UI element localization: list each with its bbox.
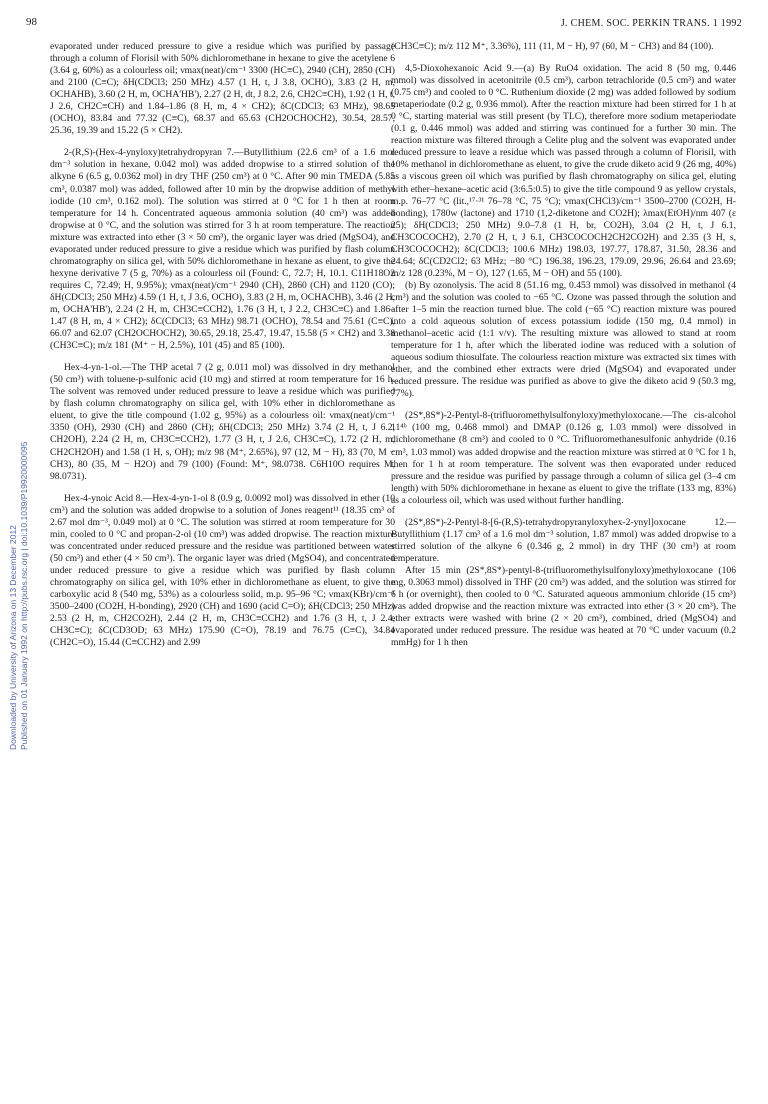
page-number: 98: [26, 16, 37, 28]
paragraph-oxocane-12: (2S*,8S*)-2-Pentyl-8-[6-(R,S)-tetrahydropyranyloxyhex-2-ynyl]oxocane 12.—Butyllithium (1.17 cm³ of a 1.6 mol dm⁻³ solution, 1.87 mmol) was added dropwise to a stirred solution of the alkyne 6 (0.346 g, 2 mmol) in dry THF (30 cm³) at room temperature.: [391, 516, 736, 564]
watermark-line-published: Published on 01 January 1992 on http://pubs.rsc.org | doi:10.1039/P19920000095: [19, 441, 29, 750]
paragraph-hexynyloxy-thp-7: 2-(R,S)-(Hex-4-ynyloxy)tetrahydropyran 7.—Butyllithium (22.6 cm³ of a 1.6 mol dm⁻³ solution in hexane, 0.042 mol) was added dropwise to a stirred solution of the alkyne 6 (6.5 g, 0.0362 mol) in dry THF (250 cm³) at 0 °C. After 90 min TMEDA (5.85 cm³, 0.0387 mol) was added, followed after 10 min by the dropwise addition of methyl iodide (10 cm³, 0.162 mol). The solution was stirred at 0 °C for 1 h then at room temperature for 14 h. Concentrated aqueous ammonia solution (40 cm³) was added dropwise at 0 °C, and the solution was stirred for 3 h at room temperature. The reaction mixture was extracted into ether (3 × 50 cm³), the organic layer was dried (MgSO4), and evaporated under reduced pressure to give a residue which was purified by flash column chromatography on silica gel, with 50% dichloromethane in hexane as eluent, to give the hexyne derivative 7 (5 g, 70%) as a colourless oil (Found: C, 72.7; H, 10.1. C11H18O2 requires C, 72.49; H, 9.95%); νmax(neat)/cm⁻¹ 2940 (CH), 2860 (CH) and 1120 (CO); δH(CDCl3; 250 MHz) 4.59 (1 H, t, J 3.6, OCHO), 3.83 (2 H, m, OCHACHB), 3.46 (2 H, m, OCHA'HB'), 2.24 (2 H, m, CH3C≡CCH2), 1.76 (3 H, t, J 2.2, CH3C≡C) and 1.86–1.47 (8 H, m, 4 × CH2); δC(CDCl3; 63 MHz) 98.71 (OCHO), 78.54 and 75.61 (C≡C), 66.07 and 62.07 (CH2OCHOCH2), 30.65, 29.18, 25.47, 19.47, 15.58 (5 × CH2) and 3.38 (CH3C≡C); m/z 181 (M⁺ − H, 2.5%), 101 (45) and 85 (100).: [50, 147, 395, 352]
running-head: J. CHEM. SOC. PERKIN TRANS. 1 1992: [560, 18, 742, 29]
left-column: [50, 41, 395, 649]
paragraph-acid-8-continued: (CH3C≡C); m/z 112 M⁺, 3.36%), 111 (11, M − H), 97 (60, M − CH3) and 84 (100).: [391, 41, 714, 52]
download-watermark: [2, 230, 29, 750]
paragraph-hex-4-ynoic-acid-8: Hex-4-ynoic Acid 8.—Hex-4-yn-1-ol 8 (0.9 g, 0.0092 mol) was dissolved in ether (10 cm³) and the solution was added dropwise to a solution of Jones reagent¹¹ (18.35 cm³ of 2.67 mol dm⁻³, 0.049 mol) at 0 °C. The solution was stirred at room temperature for 30 min, cooled to 0 °C and propan-2-ol (10 cm³) was added dropwise. The reaction mixture was concentrated under reduced pressure and the residue was partitioned between water (50 cm³) and ether (4 × 50 cm³). The organic layer was dried (MgSO4), and concentrated under reduced pressure to give a residue which was purified by flash column chromatography on silica gel, with 10% ether in dichloromethane as eluent, to give the carboxylic acid 8 (540 mg, 53%) as a colourless solid, m.p. 95–96 °C; νmax(KBr)/cm⁻¹ 3500–2400 (CO2H, H-bonding), 2920 (CH) and 1690 (acid C=O); δH(CDCl3; 250 MHz) 2.53 (2 H, m, CH2CO2H), 2.44 (2 H, m, CH3C≡CCH2) and 1.76 (3 H, t, J 2.4, CH3C≡C); δC(CD3OD; 63 MHz) 175.90 (C=O), 78.19 and 76.75 (C≡C), 34.84 (CH2C=O), 15.44 (C≡CCH2) and 2.99: [50, 492, 395, 649]
paragraph-acetylene-6: evaporated under reduced pressure to give a residue which was purified by passage through a column of Florisil with 50% dichloromethane in hexane to give the acetylene 6 (3.64 g, 60%) as a colourless oil; νmax(neat)/cm⁻¹ 3300 (HC≡C), 2940 (CH), 2850 (CH) and 2100 (C≡C); δH(CDCl3; 250 MHz) 4.57 (1 H, t, J 3.8, OCHO), 3.83 (2 H, m, OCHAHB), 3.60 (2 H, m, OCHA'HB'), 2.27 (2 H, dt, J 8.2, 2.6, CH2C≡CH), 1.92 (1 H, t, J 2.6, CH2C≡CH) and 1.84–1.86 (8 H, m, 4 × CH2); δC(CDCl3; 63 MHz), 98.65 (OCHO), 83.84 and 77.32 (C≡C), 68.37 and 65.63 (CH2OCHOCH2), 30.54, 28.57, 25.36, 19.39 and 15.22 (5 × CH2).: [50, 41, 395, 137]
paragraph-oxocane-12-procedure: After 15 min (2S*,8S*)-pentyl-8-(trifluoromethylsulfonyloxy)methyloxocane (106 mg, 0.3063 mmol) dissolved in THF (20 cm³) was added, and the solution was stirred for 6 h (or overnight), then cooled to 0 °C. Saturated aqueous ammonium chloride (15 cm³) was added dropwise and the reaction mixture was extracted into ether (3 × 20 cm³). The ether extracts were washed with brine (2 × 20 cm³), combined, dried (MgSO4) and evaporated under reduced pressure. The residue was heated at 70 °C under vacuum (0.2 mmHg) for 1 h then: [391, 564, 736, 649]
paragraph-ozonolysis: (b) By ozonolysis. The acid 8 (51.16 mg, 0.453 mmol) was dissolved in methanol (4 cm³) and the solution was cooled to −65 °C. Ozone was passed through the solution and after 1–5 min the reaction turned blue. The cold (−65 °C) reaction mixture was poured into a cold aqueous solution of excess potassium iodide (150 mg, 0.4 mmol) in methanol–acetic acid (1:1 v/v). The resulting mixture was allowed to stand at room temperature for 1 h, after which the liberated iodine was reduced with a solution of aqueous sodium thiosulfate. The colourless reaction mixture was extracted six times with ether, and the combined ether extracts were dried (MgSO4) and evaporated under reduced pressure. The residue was purified as above to give the diketo acid 9 (50.3 mg, 77%).: [391, 279, 736, 400]
paragraph-dioxohexanoic-acid-9: 4,5-Dioxohexanoic Acid 9.—(a) By RuO4 oxidation. The acid 8 (50 mg, 0.446 mmol) was dissolved in acetonitrile (0.5 cm³), carbon tetrachloride (0.5 cm³) and water (0.75 cm³) and cooled to 0 °C. Ruthenium dioxide (2 mg) was added followed by sodium metaperiodate (0.2 g, 0.936 mmol). After the reaction mixture had been stirred for 1 h at 0 °C, starting material was still present (by TLC), therefore more sodium metaperiodate (0.1 g, 0.446 mmol) was added and stirring was continued for a further 30 min. The reaction mixture was filtered through a Celite plug and the solvent was evaporated under reduced pressure to leave a residue which was passed through a column of Florisil, with 10% methanol in dichloromethane as eluent, to give the crude diketo acid 9 (26 mg, 40%) as a viscous green oil which was purified by flash chromatography on silica gel, eluting with ether–hexane–acetic acid (3:6.5:0.5) to give the title compound 9 as yellow crystals, m.p. 76–77 °C (lit.,¹⁷·³¹ 76–78 °C, 75 °C); νmax(CHCl3)/cm⁻¹ 3500–2700 (CO2H, H-bonding), 1780w (lactone) and 1710 (1,2-diketone and CO2H); λmax(EtOH)/nm 407 (ε 25); δH(CDCl3; 250 MHz) 9.0–7.8 (1 H, br, CO2H), 3.04 (2 H, t, J 6.1, CH3COCOCH2), 2.70 (2 H, t, J 6.1, CH3COCOCH2CH2CO2H) and 2.35 (3 H, s, CH3COCOCH2); δC(CDCl3; 100.6 MHz) 198.03, 197.77, 178.87, 31.50, 28.36 and 24.64; δC(CD2Cl2; 63 MHz; −80 °C) 196.38, 196.23, 179.09, 29.96, 26.64 and 23.69; m/z 128 (0.23%, M − O), 127 (1.65, M − OH) and 55 (100).: [391, 63, 737, 279]
watermark-line-downloaded: Downloaded by University of Arizona on 13 December 2012: [8, 525, 18, 750]
paragraph-hex-4-yn-1-ol: Hex-4-yn-1-ol.—The THP acetal 7 (2 g, 0.011 mol) was dissolved in dry methanol (50 cm³) with toluene-p-sulfonic acid (10 mg) and stirred at room temperature for 16 h. The solvent was removed under reduced pressure to leave a residue which was purified by flash column chromatography on silica gel, with 10% ether in dichloromethane as eluent, to give the title compound (1.02 g, 95%) as a colourless oil: νmax(neat)/cm⁻¹ 3350 (OH), 2930 (CH) and 2860 (CH); δH(CDCl3; 250 MHz) 3.74 (2 H, t, J 6.2, CH2OH), 2.24 (2 H, m, CH3C≡CCH2), 1.77 (3 H, t, J 2.6, CH3C≡C), 1.72 (2 H, m, CH2CH2OH) and 1.58 (1 H, s, OH); m/z 98 (M⁺, 2.65%), 97 (12, M − H), 83 (70, M − CH3), 80 (35, M − H2O) and 79 (100) (Found: M⁺, 98.0738. C6H10O requires M, 98.0731).: [50, 362, 395, 482]
paragraph-triflate: (2S*,8S*)-2-Pentyl-8-(trifluoromethylsulfonyloxy)methyloxocane.—The cis-alcohol 11⁴ᵇ (100 mg, 0.468 mmol) and DMAP (0.126 g, 1.03 mmol) were dissolved in dichloromethane (8 cm³) and cooled to 0 °C. Trifluoromethanesulfonic anhydride (0.16 cm³, 1.03 mmol) was added dropwise and the reaction mixture was stirred at 0 °C for 1 h, then for 1 h at room temperature. The solvent was then evaporated under reduced pressure and the residue was purified by passage through a column of silica gel (3–4 cm length) with 50% dichloromethane in hexane as eluent to give the triflate (133 mg, 83%) as a colourless oil, which was used without further handling.: [391, 410, 736, 506]
right-column: [391, 41, 736, 649]
